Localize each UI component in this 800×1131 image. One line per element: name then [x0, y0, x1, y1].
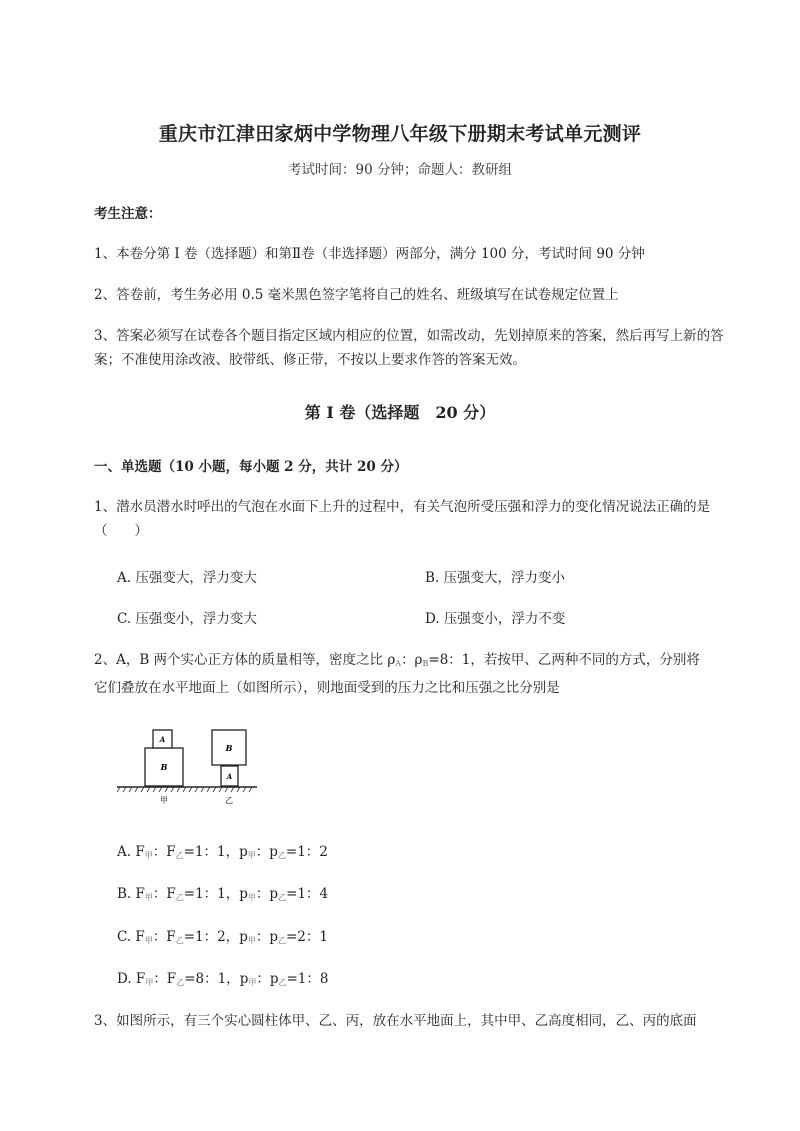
notice-item-2: 2、答卷前，考生务必用 0.5 毫米黑色签字笔将自己的姓名、班级填写在试卷规定位置上	[94, 287, 619, 303]
q2-option-letter: D.	[117, 971, 132, 987]
q2-stem-line2: 它们叠放在水平地面上（如图所示），则地面受到的压力之比和压强之比分别是	[94, 680, 560, 696]
q2-option-letter: C.	[117, 929, 132, 945]
force-ratio: =1：1，	[183, 844, 240, 860]
q2-stem-part2: ：ρ	[401, 652, 423, 668]
jia-label-b: B	[160, 762, 168, 772]
q1-option-c[interactable]: C. 压强变小，浮力变大	[117, 611, 257, 627]
force-ratio: =1：2，	[183, 929, 240, 945]
stacked-blocks-figure	[117, 725, 287, 810]
figure-label-jia: 甲	[160, 796, 168, 805]
sub-yi: 乙	[175, 893, 184, 902]
section-title: 第 I 卷（选择题 20 分）	[304, 403, 496, 422]
figure-label-yi: 乙	[225, 796, 233, 805]
ground-hatching	[117, 787, 252, 792]
sub-yi: 乙	[278, 893, 287, 902]
notice-item-3: 3、答案必须写在试卷各个题目指定区域内相应的位置，如需改动，先划掉原来的答案，然后再写上新的答案；不准使用涂改液、胶带纸、修正带，不按以上要求作答的答案无效。	[94, 328, 724, 368]
sub-jia: 甲	[247, 893, 256, 902]
q2-option-d[interactable]: D. $F_甲$：$F_乙=8$：1，$p_甲$：$p_乙=1$：8	[117, 967, 329, 988]
yi-label-b: B	[225, 743, 233, 753]
q2-option-a[interactable]: A. $F_甲$：$F_乙=1$：1，$p_甲$：$p_乙=1$：2	[117, 840, 328, 861]
question-2-stem	[94, 648, 750, 700]
sub-jia: 甲	[144, 851, 153, 860]
sub-yi: 乙	[175, 851, 184, 860]
notice-item-1: 1、本卷分第 I 卷（选择题）和第Ⅱ卷（非选择题）两部分，满分 100 分，考试时间 90 分钟	[94, 246, 645, 262]
sub-yi: 乙	[175, 936, 184, 945]
sub-yi: 乙	[278, 936, 286, 945]
sub-jia: 甲	[247, 851, 256, 860]
pressure-ratio: =1：8	[286, 971, 329, 987]
sub-jia: 甲	[145, 978, 154, 987]
sub-yi: 乙	[176, 978, 185, 987]
sub-jia: 甲	[144, 893, 153, 902]
sub-yi: 乙	[278, 978, 287, 987]
question-3-stem: 3、如图所示，有三个实心圆柱体甲、乙、丙，放在水平地面上，其中甲、乙高度相同，乙、丙的底面	[94, 1013, 697, 1029]
sub-jia: 甲	[247, 936, 256, 945]
jia-label-a: A	[159, 735, 166, 744]
notice-heading: 考生注意：	[94, 206, 162, 222]
q1-option-a[interactable]: A. 压强变大，浮力变大	[117, 570, 257, 586]
q2-option-letter: B.	[117, 886, 132, 902]
sub-jia: 甲	[248, 978, 257, 987]
sub-jia: 甲	[144, 936, 153, 945]
pressure-ratio: =1：4	[286, 886, 329, 902]
question-1-stem: 1、潜水员潜水时呼出的气泡在水面下上升的过程中，有关气泡所受压强和浮力的变化情况说法正确的是（ ）	[94, 499, 711, 539]
page-title: 重庆市江津田家炳中学物理八年级下册期末考试单元测评	[158, 123, 642, 145]
pressure-ratio: =1：2	[285, 844, 328, 860]
force-ratio: =8：1，	[184, 971, 240, 987]
q2-option-letter: A.	[117, 844, 132, 860]
q2-sub-b: B	[422, 659, 429, 668]
force-ratio: =1：1，	[183, 886, 240, 902]
q2-sub-a: A	[395, 659, 402, 668]
q2-stem-part3: =8：1，若按甲、乙两种不同的方式，分别将	[428, 652, 700, 668]
q2-stem-part1: 2、A，B 两个实心正方体的质量相等，密度之比 ρ	[94, 652, 396, 668]
q1-option-d[interactable]: D. 压强变小，浮力不变	[425, 611, 566, 627]
exam-info: 考试时间：90 分钟；命题人：教研组	[288, 162, 512, 178]
q2-option-c[interactable]: C. $F_甲$：$F_乙=1$：2，$p_甲$：$p_乙=2$：1	[117, 925, 328, 946]
pressure-ratio: =2：1	[286, 929, 328, 945]
section-subheading: 一、单选题（10 小题，每小题 2 分，共计 20 分）	[94, 459, 408, 475]
sub-yi: 乙	[277, 851, 286, 860]
q2-option-b[interactable]: B. $F_甲$：$F_乙=1$：1，$p_甲$：$p_乙=1$：4	[117, 882, 328, 903]
q1-option-b[interactable]: B. 压强变大，浮力变小	[425, 570, 566, 586]
yi-label-a: A	[226, 772, 233, 781]
